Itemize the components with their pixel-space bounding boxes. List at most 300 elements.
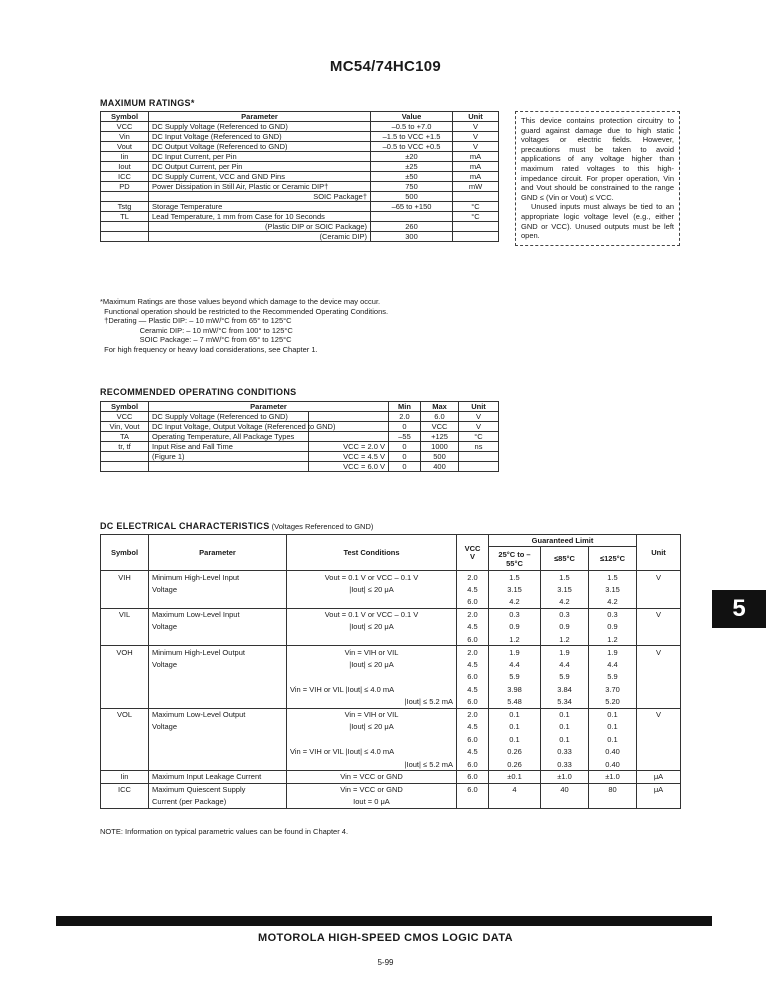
limit-125c-cell: 0.40 bbox=[589, 746, 637, 759]
parameter-cell: (Ceramic DIP) bbox=[149, 232, 371, 242]
table-row bbox=[101, 583, 681, 596]
symbol-cell: TA bbox=[101, 432, 149, 442]
max-cell: +125 bbox=[421, 432, 459, 442]
table-row bbox=[101, 646, 681, 659]
max-cell: 400 bbox=[421, 462, 459, 472]
parameter-cell: DC Input Current, per Pin bbox=[149, 152, 371, 162]
parameter-cell: Minimum High-Level Output bbox=[149, 646, 287, 659]
parameter-cell: Voltage bbox=[149, 621, 287, 634]
parameter-cell: Maximum Quiescent Supply bbox=[149, 783, 287, 796]
condition-cell: |Iout| ≤ 20 μA bbox=[287, 721, 457, 734]
limit-25c-cell: 5.9 bbox=[489, 671, 541, 684]
limit-25c-cell: 1.5 bbox=[489, 571, 541, 584]
min-cell: 0 bbox=[389, 442, 421, 452]
dc-col-t1: 25°C to –55°C bbox=[489, 547, 541, 571]
parameter-cell: Storage Temperature bbox=[149, 202, 371, 212]
table-row bbox=[101, 142, 499, 152]
symbol-cell: Iin bbox=[101, 152, 149, 162]
table-row bbox=[101, 122, 499, 132]
footer-bar bbox=[56, 916, 712, 926]
limit-85c-cell bbox=[541, 796, 589, 809]
condition-cell bbox=[287, 596, 457, 609]
value-cell: ±20 bbox=[371, 152, 453, 162]
unit-cell bbox=[459, 452, 499, 462]
parameter-cell: SOIC Package† bbox=[149, 192, 371, 202]
parameter-cell: DC Input Voltage, Output Voltage (Referenced to GND) bbox=[149, 422, 309, 432]
value-cell bbox=[371, 212, 453, 222]
parameter-cell bbox=[149, 462, 309, 472]
symbol-cell bbox=[101, 658, 149, 671]
symbol-cell: Vin bbox=[101, 132, 149, 142]
limit-85c-cell: 0.1 bbox=[541, 708, 589, 721]
table-row bbox=[101, 152, 499, 162]
max-cell: 6.0 bbox=[421, 412, 459, 422]
condition-cell: |Iout| ≤ 20 μA bbox=[287, 658, 457, 671]
unit-cell bbox=[453, 192, 499, 202]
unit-cell: °C bbox=[459, 432, 499, 442]
condition-cell bbox=[287, 633, 457, 646]
condition-cell: VCC = 2.0 V bbox=[309, 442, 389, 452]
value-cell: ±50 bbox=[371, 172, 453, 182]
table-row bbox=[101, 422, 499, 432]
limit-25c-cell: 0.26 bbox=[489, 758, 541, 771]
parameter-cell bbox=[149, 633, 287, 646]
limit-125c-cell: 1.2 bbox=[589, 633, 637, 646]
dc-col-t3: ≤125°C bbox=[589, 547, 637, 571]
vcc-cell: 4.5 bbox=[457, 721, 489, 734]
symbol-cell: TL bbox=[101, 212, 149, 222]
condition-cell bbox=[287, 733, 457, 746]
value-cell: 300 bbox=[371, 232, 453, 242]
dc-col-parameter: Parameter bbox=[149, 535, 287, 571]
limit-125c-cell bbox=[589, 796, 637, 809]
unit-cell bbox=[637, 696, 681, 709]
table-row bbox=[101, 432, 499, 442]
condition-cell: |Iout| ≤ 20 μA bbox=[287, 621, 457, 634]
unit-cell bbox=[637, 683, 681, 696]
limit-125c-cell: 5.20 bbox=[589, 696, 637, 709]
min-cell: 0 bbox=[389, 452, 421, 462]
table-row bbox=[101, 708, 681, 721]
limit-125c-cell: 0.1 bbox=[589, 733, 637, 746]
limit-85c-cell: 4.2 bbox=[541, 596, 589, 609]
parameter-cell: DC Supply Voltage (Referenced to GND) bbox=[149, 122, 371, 132]
limit-25c-cell: 5.48 bbox=[489, 696, 541, 709]
table-row bbox=[101, 608, 681, 621]
limit-25c-cell: 0.1 bbox=[489, 721, 541, 734]
max-cell: VCC bbox=[421, 422, 459, 432]
limit-85c-cell: ±1.0 bbox=[541, 771, 589, 784]
unit-cell bbox=[637, 633, 681, 646]
unit-cell: V bbox=[459, 412, 499, 422]
dc-col-limit: Guaranteed Limit bbox=[489, 535, 637, 547]
vcc-cell: 6.0 bbox=[457, 733, 489, 746]
symbol-cell: PD bbox=[101, 182, 149, 192]
symbol-cell bbox=[101, 633, 149, 646]
unit-cell bbox=[637, 758, 681, 771]
table-row bbox=[101, 462, 499, 472]
parameter-cell bbox=[149, 733, 287, 746]
max-cell: 1000 bbox=[421, 442, 459, 452]
limit-85c-cell: 0.3 bbox=[541, 608, 589, 621]
limit-25c-cell: 3.15 bbox=[489, 583, 541, 596]
min-cell: 2.0 bbox=[389, 412, 421, 422]
dc-col-conditions: Test Conditions bbox=[287, 535, 457, 571]
table-row bbox=[101, 132, 499, 142]
condition-cell: VCC = 4.5 V bbox=[309, 452, 389, 462]
parameter-cell: Lead Temperature, 1 mm from Case for 10 Seconds bbox=[149, 212, 371, 222]
chapter-tab: 5 bbox=[712, 590, 766, 628]
symbol-cell: ICC bbox=[101, 783, 149, 796]
rec-op-table bbox=[100, 401, 499, 472]
symbol-cell: ICC bbox=[101, 172, 149, 182]
parameter-cell bbox=[149, 696, 287, 709]
limit-85c-cell: 1.2 bbox=[541, 633, 589, 646]
symbol-cell: Tstg bbox=[101, 202, 149, 212]
protection-text-1: This device contains protection circuitry to guard against damage due to high static voltages or electric fields. However, precautions must be taken to avoid applications of any voltage higher than maximum rated voltages to this high-impedance circuit. For proper operation, Vin and Vout should be constrained to the range GND ≤ (Vin or Vout) ≤ VCC. bbox=[521, 116, 674, 202]
max-ratings-col-1: Parameter bbox=[149, 112, 371, 122]
symbol-cell: VOH bbox=[101, 646, 149, 659]
parameter-cell: DC Supply Current, VCC and GND Pins bbox=[149, 172, 371, 182]
symbol-cell: Iin bbox=[101, 771, 149, 784]
limit-125c-cell: 1.9 bbox=[589, 646, 637, 659]
parameter-cell bbox=[149, 596, 287, 609]
table-row bbox=[101, 796, 681, 809]
parameter-cell: Power Dissipation in Still Air, Plastic or Ceramic DIP† bbox=[149, 182, 371, 192]
symbol-cell: VCC bbox=[101, 412, 149, 422]
vcc-cell: 6.0 bbox=[457, 758, 489, 771]
value-cell: –0.5 to VCC +0.5 bbox=[371, 142, 453, 152]
unit-cell: V bbox=[453, 142, 499, 152]
parameter-cell: DC Output Voltage (Referenced to GND) bbox=[149, 142, 371, 152]
rec-op-col-4: Unit bbox=[459, 402, 499, 412]
limit-25c-cell: 0.1 bbox=[489, 708, 541, 721]
limit-85c-cell: 1.9 bbox=[541, 646, 589, 659]
table-row bbox=[101, 621, 681, 634]
unit-cell bbox=[637, 796, 681, 809]
value-cell: –1.5 to VCC +1.5 bbox=[371, 132, 453, 142]
table-row bbox=[101, 683, 681, 696]
symbol-cell bbox=[101, 232, 149, 242]
limit-85c-cell: 5.34 bbox=[541, 696, 589, 709]
unit-cell bbox=[637, 621, 681, 634]
unit-cell: V bbox=[453, 132, 499, 142]
condition-cell: Vout = 0.1 V or VCC – 0.1 V bbox=[287, 608, 457, 621]
vcc-cell: 4.5 bbox=[457, 746, 489, 759]
symbol-cell bbox=[101, 671, 149, 684]
limit-125c-cell: 1.5 bbox=[589, 571, 637, 584]
limit-85c-cell: 4.4 bbox=[541, 658, 589, 671]
parameter-cell: Maximum Low-Level Input bbox=[149, 608, 287, 621]
value-cell: ±25 bbox=[371, 162, 453, 172]
limit-25c-cell: 4 bbox=[489, 783, 541, 796]
limit-125c-cell: 0.40 bbox=[589, 758, 637, 771]
dc-col-symbol: Symbol bbox=[101, 535, 149, 571]
vcc-cell: 6.0 bbox=[457, 783, 489, 796]
condition-cell: VCC = 6.0 V bbox=[309, 462, 389, 472]
limit-25c-cell bbox=[489, 796, 541, 809]
symbol-cell bbox=[101, 192, 149, 202]
parameter-cell: (Figure 1) bbox=[149, 452, 309, 462]
unit-cell: °C bbox=[453, 202, 499, 212]
symbol-cell bbox=[101, 222, 149, 232]
symbol-cell bbox=[101, 758, 149, 771]
parameter-cell: DC Input Voltage (Referenced to GND) bbox=[149, 132, 371, 142]
condition-cell bbox=[309, 412, 389, 422]
vcc-cell: 6.0 bbox=[457, 696, 489, 709]
value-cell: 500 bbox=[371, 192, 453, 202]
unit-cell: mW bbox=[453, 182, 499, 192]
table-row bbox=[101, 442, 499, 452]
unit-cell: V bbox=[637, 571, 681, 584]
parameter-cell bbox=[149, 758, 287, 771]
table-row bbox=[101, 571, 681, 584]
rec-op-col-2: Min bbox=[389, 402, 421, 412]
symbol-cell bbox=[101, 452, 149, 462]
table-row bbox=[101, 783, 681, 796]
symbol-cell: Vin, Vout bbox=[101, 422, 149, 432]
condition-cell: Vout = 0.1 V or VCC – 0.1 V bbox=[287, 571, 457, 584]
vcc-cell: 4.5 bbox=[457, 621, 489, 634]
symbol-cell bbox=[101, 796, 149, 809]
parameter-cell: DC Supply Voltage (Referenced to GND) bbox=[149, 412, 309, 422]
limit-125c-cell: 0.3 bbox=[589, 608, 637, 621]
symbol-cell bbox=[101, 746, 149, 759]
condition-cell bbox=[309, 432, 389, 442]
limit-125c-cell: 3.15 bbox=[589, 583, 637, 596]
rec-op-heading: RECOMMENDED OPERATING CONDITIONS bbox=[100, 387, 297, 397]
table-row bbox=[101, 696, 681, 709]
parameter-cell: Maximum Low-Level Output bbox=[149, 708, 287, 721]
max-ratings-notes bbox=[100, 297, 388, 354]
limit-85c-cell: 3.15 bbox=[541, 583, 589, 596]
table-row bbox=[101, 232, 499, 242]
table-row bbox=[101, 771, 681, 784]
table-row bbox=[101, 596, 681, 609]
condition-cell: Iout = 0 μA bbox=[287, 796, 457, 809]
value-cell: 750 bbox=[371, 182, 453, 192]
parameter-cell: Current (per Package) bbox=[149, 796, 287, 809]
limit-85c-cell: 0.33 bbox=[541, 746, 589, 759]
condition-cell: |Iout| ≤ 20 μA bbox=[287, 583, 457, 596]
vcc-cell: 6.0 bbox=[457, 633, 489, 646]
dc-col-vcc-label: VCC bbox=[464, 543, 481, 553]
symbol-cell: Iout bbox=[101, 162, 149, 172]
unit-cell: V bbox=[453, 122, 499, 132]
table-row bbox=[101, 746, 681, 759]
limit-25c-cell: 4.4 bbox=[489, 658, 541, 671]
dc-col-t2: ≤85°C bbox=[541, 547, 589, 571]
parameter-cell: (Plastic DIP or SOIC Package) bbox=[149, 222, 371, 232]
symbol-cell bbox=[101, 596, 149, 609]
rec-op-col-1: Parameter bbox=[149, 402, 389, 412]
footer-title: MOTOROLA HIGH-SPEED CMOS LOGIC DATA bbox=[258, 932, 513, 944]
limit-125c-cell: 0.9 bbox=[589, 621, 637, 634]
limit-25c-cell: 0.9 bbox=[489, 621, 541, 634]
table-row bbox=[101, 192, 499, 202]
vcc-cell: 6.0 bbox=[457, 671, 489, 684]
unit-cell: V bbox=[637, 608, 681, 621]
dc-heading-note: (Voltages Referenced to GND) bbox=[271, 522, 374, 531]
note-line: Functional operation should be restricted to the Recommended Operating Conditions. bbox=[100, 306, 389, 316]
limit-125c-cell: 3.70 bbox=[589, 683, 637, 696]
dc-col-vcc bbox=[457, 535, 489, 571]
vcc-cell: 4.5 bbox=[457, 683, 489, 696]
limit-85c-cell: 0.9 bbox=[541, 621, 589, 634]
unit-cell bbox=[637, 583, 681, 596]
max-cell: 500 bbox=[421, 452, 459, 462]
unit-cell bbox=[637, 721, 681, 734]
symbol-cell: VCC bbox=[101, 122, 149, 132]
symbol-cell bbox=[101, 733, 149, 746]
limit-125c-cell: 4.4 bbox=[589, 658, 637, 671]
note-line: Ceramic DIP: – 10 mW/°C from 100° to 125°C bbox=[100, 325, 293, 335]
table-row bbox=[101, 733, 681, 746]
parameter-cell bbox=[149, 746, 287, 759]
vcc-cell: 2.0 bbox=[457, 646, 489, 659]
table-row bbox=[101, 162, 499, 172]
unit-cell: mA bbox=[453, 172, 499, 182]
symbol-cell bbox=[101, 621, 149, 634]
unit-cell bbox=[459, 462, 499, 472]
condition-cell: Vin = VIH or VIL bbox=[287, 646, 457, 659]
vcc-cell bbox=[457, 796, 489, 809]
symbol-cell bbox=[101, 683, 149, 696]
symbol-cell: tr, tf bbox=[101, 442, 149, 452]
max-ratings-col-2: Value bbox=[371, 112, 453, 122]
min-cell: 0 bbox=[389, 462, 421, 472]
table-row bbox=[101, 202, 499, 212]
parameter-cell: DC Output Current, per Pin bbox=[149, 162, 371, 172]
dc-col-unit: Unit bbox=[637, 535, 681, 571]
parameter-cell: Voltage bbox=[149, 658, 287, 671]
limit-25c-cell: 1.9 bbox=[489, 646, 541, 659]
unit-cell bbox=[637, 596, 681, 609]
symbol-cell bbox=[101, 721, 149, 734]
unit-cell bbox=[637, 733, 681, 746]
limit-125c-cell: ±1.0 bbox=[589, 771, 637, 784]
parameter-cell: Minimum High-Level Input bbox=[149, 571, 287, 584]
unit-cell: V bbox=[637, 708, 681, 721]
condition-cell bbox=[287, 671, 457, 684]
limit-125c-cell: 0.1 bbox=[589, 721, 637, 734]
protection-text-2: Unused inputs must always be tied to an appropriate logic voltage level (e.g., either GND or VCC). Unused outputs must be left open. bbox=[521, 202, 674, 241]
max-ratings-col-3: Unit bbox=[453, 112, 499, 122]
symbol-cell bbox=[101, 583, 149, 596]
unit-cell: μA bbox=[637, 771, 681, 784]
condition-cell: Vin = VCC or GND bbox=[287, 771, 457, 784]
limit-85c-cell: 0.33 bbox=[541, 758, 589, 771]
note-line: For high frequency or heavy load considerations, see Chapter 1. bbox=[100, 344, 318, 354]
limit-25c-cell: 3.98 bbox=[489, 683, 541, 696]
max-ratings-heading: MAXIMUM RATINGS* bbox=[100, 98, 195, 108]
unit-cell: μA bbox=[637, 783, 681, 796]
table-row bbox=[101, 721, 681, 734]
limit-85c-cell: 5.9 bbox=[541, 671, 589, 684]
condition-cell: Vin = VIH or VIL bbox=[287, 708, 457, 721]
symbol-cell bbox=[101, 696, 149, 709]
value-cell: –65 to +150 bbox=[371, 202, 453, 212]
limit-85c-cell: 40 bbox=[541, 783, 589, 796]
value-cell: 260 bbox=[371, 222, 453, 232]
table-row bbox=[101, 671, 681, 684]
condition-cell: |Iout| ≤ 5.2 mA bbox=[287, 696, 457, 709]
limit-85c-cell: 0.1 bbox=[541, 721, 589, 734]
unit-cell bbox=[637, 746, 681, 759]
limit-25c-cell: 0.1 bbox=[489, 733, 541, 746]
unit-cell bbox=[453, 232, 499, 242]
parameter-cell bbox=[149, 671, 287, 684]
limit-25c-cell: 4.2 bbox=[489, 596, 541, 609]
vcc-cell: 2.0 bbox=[457, 571, 489, 584]
parameter-cell: Input Rise and Fall Time bbox=[149, 442, 309, 452]
limit-125c-cell: 4.2 bbox=[589, 596, 637, 609]
symbol-cell: Vout bbox=[101, 142, 149, 152]
unit-cell bbox=[637, 671, 681, 684]
dc-table bbox=[100, 534, 681, 809]
table-row bbox=[101, 633, 681, 646]
table-row bbox=[101, 212, 499, 222]
dc-note: NOTE: Information on typical parametric values can be found in Chapter 4. bbox=[100, 827, 349, 836]
condition-cell: Vin = VCC or GND bbox=[287, 783, 457, 796]
condition-cell: |Iout| ≤ 5.2 mA bbox=[287, 758, 457, 771]
symbol-cell: VIH bbox=[101, 571, 149, 584]
limit-25c-cell: 0.26 bbox=[489, 746, 541, 759]
parameter-cell: Maximum Input Leakage Current bbox=[149, 771, 287, 784]
table-row bbox=[101, 658, 681, 671]
page-title: MC54/74HC109 bbox=[329, 58, 442, 75]
table-row bbox=[101, 758, 681, 771]
rec-op-col-0: Symbol bbox=[101, 402, 149, 412]
limit-25c-cell: ±0.1 bbox=[489, 771, 541, 784]
unit-cell: °C bbox=[453, 212, 499, 222]
limit-25c-cell: 1.2 bbox=[489, 633, 541, 646]
unit-cell: mA bbox=[453, 152, 499, 162]
note-line: †Derating — Plastic DIP: – 10 mW/°C from 65° to 125°C bbox=[100, 316, 292, 325]
table-row bbox=[101, 172, 499, 182]
parameter-cell bbox=[149, 683, 287, 696]
condition-cell: Vin = VIH or VIL |Iout| ≤ 4.0 mA bbox=[287, 683, 457, 696]
parameter-cell: Voltage bbox=[149, 583, 287, 596]
symbol-cell bbox=[101, 462, 149, 472]
vcc-cell: 2.0 bbox=[457, 708, 489, 721]
vcc-cell: 2.0 bbox=[457, 608, 489, 621]
table-row bbox=[101, 182, 499, 192]
limit-125c-cell: 0.1 bbox=[589, 708, 637, 721]
limit-85c-cell: 3.84 bbox=[541, 683, 589, 696]
symbol-cell: VIL bbox=[101, 608, 149, 621]
limit-125c-cell: 5.9 bbox=[589, 671, 637, 684]
symbol-cell: VOL bbox=[101, 708, 149, 721]
parameter-cell: Operating Temperature, All Package Types bbox=[149, 432, 309, 442]
protection-notice bbox=[515, 111, 680, 246]
vcc-cell: 4.5 bbox=[457, 583, 489, 596]
table-row bbox=[101, 222, 499, 232]
max-ratings-col-0: Symbol bbox=[101, 112, 149, 122]
unit-cell: V bbox=[637, 646, 681, 659]
dc-heading-wrap bbox=[100, 521, 373, 531]
limit-25c-cell: 0.3 bbox=[489, 608, 541, 621]
dc-col-vcc-unit: V bbox=[469, 551, 475, 561]
page-number: 5-99 bbox=[377, 958, 394, 967]
unit-cell: ns bbox=[459, 442, 499, 452]
unit-cell: V bbox=[459, 422, 499, 432]
unit-cell: mA bbox=[453, 162, 499, 172]
value-cell: –0.5 to +7.0 bbox=[371, 122, 453, 132]
dc-heading: DC ELECTRICAL CHARACTERISTICS bbox=[100, 521, 270, 531]
note-line: SOIC Package: – 7 mW/°C from 65° to 125°C bbox=[100, 335, 292, 344]
unit-cell bbox=[453, 222, 499, 232]
